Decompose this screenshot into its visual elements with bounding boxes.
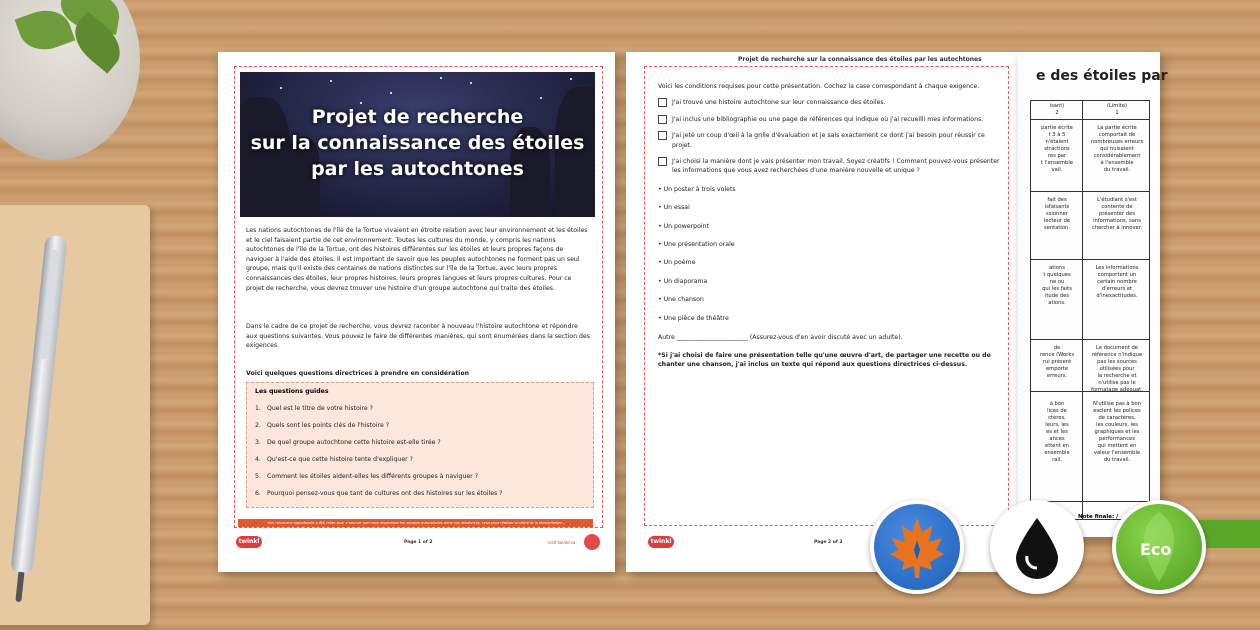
rubric-cell: Le document de référence n'indique pas les sources utilisées pour la recherche et n'utilise pas le formatage adéquat.	[1091, 345, 1143, 393]
rubric-page	[1018, 52, 1168, 537]
checkbox[interactable]	[658, 98, 667, 107]
page-number: Page 2 of 2	[814, 540, 843, 545]
page-title: Projet de recherche sur la connaissance des étoiles par les autochtones	[250, 106, 585, 180]
requirement-checkbox-row: J'ai jeté un coup d'œil à la grille d'évaluation et je sais exactement ce dont j'ai besoin pour réussir ce projet.	[658, 131, 1003, 150]
rubric-cell: La partie écrite comportait de nombreuses erreurs qui nuisaient considérablement à l'ensemble du travail.	[1090, 125, 1144, 173]
canada-maple-leaf-badge	[870, 500, 964, 594]
seal-icon	[584, 534, 600, 550]
intro-paragraph: Les nations autochtones de l'île de la Tortue vivaient en étroite relation avec leur environnement et les étoiles et le ciel faisaient partie de cet environnement. Toutes les cultures du monde, y compris les nations autochtones de l'île de la Tortue, ont des histoires différentes sur les étoiles et leurs propres façons de naviguer à l'aide des étoiles. Il est important de savoir que les peuples autochtones ne forment pas un seul groupe, mais qu'il existe des centaines de nations distinctes sur l'île de la Tortue, avec leurs propres connaissances des étoiles, leur propres histoires, leurs propres langues et leurs propres cultures. Pour ce projet de recherche, vous devrez trouver une histoire d'un groupe autochtone qui traite des étoiles.	[246, 227, 588, 292]
rubric-cell: Les informations comportent un certain nombre d'erreurs et d'inexactitudes.	[1095, 265, 1139, 299]
option-item: • Un essai	[658, 204, 690, 212]
column-header: isant) 2	[1049, 103, 1065, 116]
title-banner	[240, 72, 595, 217]
question-item: 2. Quels sont les points clés de l'histoire ?	[255, 422, 390, 429]
conditions-text: Voici les conditions requises pour cette présentation. Cochez la case correspondant à chaque exigence.	[658, 83, 980, 90]
note-text: *Si j'ai choisi de faire une présentation telle qu'une œuvre d'art, de partager une recette ou de chanter une chanson, j'ai inclus un texte qui répond aux questions directrices ci-dessus.	[658, 351, 991, 368]
guide-line: Voici quelques questions directrices à prendre en considération	[246, 370, 470, 377]
twinkl-logo: twinkl	[236, 536, 262, 548]
rubric-cell: de rence (Works rui présent emporte erreurs.	[1039, 345, 1075, 379]
worksheet-page-1	[218, 52, 615, 572]
rubric-cell: N'utilise pas à bon escient les polices de caractères, les couleurs, les graphiques et les performances qui mettent en valeur l'ensemble du travail.	[1093, 401, 1141, 463]
rubric-table	[1030, 100, 1150, 520]
option-item: • Un powerpoint	[658, 222, 709, 230]
rubric-cell: à bon lices de ctères, leurs, les es et les ances ettent en ensemble rail.	[1044, 401, 1070, 463]
worksheet-page-2	[626, 52, 1019, 572]
question-item: 5. Comment les étoiles aident-elles les différents groupes à naviguer ?	[255, 473, 478, 480]
question-item: 1. Quel est le titre de votre histoire ?	[255, 405, 373, 412]
page-number: Page 1 of 2	[404, 540, 433, 545]
rubric-cell: fait des isfaisants ssionner lecteur de sentation.	[1043, 197, 1071, 231]
final-grade: Note finale: /	[1078, 514, 1119, 520]
questions-heading: Les questions guides	[255, 388, 329, 395]
option-item: • Un poème	[658, 259, 696, 267]
page-header: Projet de recherche sur la connaissance des étoiles par les autochtones	[738, 56, 982, 63]
checkbox[interactable]	[658, 131, 667, 140]
requirements-content	[658, 82, 1003, 369]
other-option: Autre _______________________ (Assurez-vous d'en avoir discuté avec un adulte).	[658, 334, 903, 342]
eco-label: Eco	[1140, 540, 1172, 559]
ink-drop-icon	[994, 504, 1080, 590]
rubric-cell: partie écrite t 3 à 5 n'étaient stractions res par t l'ensemble vail.	[1041, 125, 1073, 173]
ink-saver-badge	[990, 500, 1084, 594]
maple-leaf-icon	[874, 504, 960, 590]
option-item: • Une chanson	[658, 296, 704, 304]
option-item: • Une présentation orale	[658, 241, 735, 249]
twinkl-logo: twinkl	[648, 536, 674, 548]
question-item: 4. Qu'est-ce que cette histoire tente d'expliquer ?	[255, 456, 413, 463]
checkbox[interactable]	[658, 157, 667, 166]
guiding-questions-box	[246, 382, 594, 508]
column-header: (Limite) 1	[1106, 103, 1128, 116]
requirement-checkbox-row: J'ai inclus une bibliographie ou une page de références qui indique où j'ai recueilli mes informations.	[658, 115, 1003, 124]
visit-link[interactable]: visit twinkl.ca	[548, 540, 576, 545]
question-item: 3. De quel groupe autochtone cette histoire est-elle tirée ?	[255, 439, 441, 446]
instructions-paragraph: Dans le cadre de ce projet de recherche, vous devrez raconter à nouveau l'histoire autochtone et répondre aux questions suivantes. Vous pouvez le faire de différentes manières, qui sont énumérées dans la section des exigences.	[246, 323, 590, 350]
option-item: • Une pièce de théâtre	[658, 314, 729, 322]
requirement-checkbox-row: J'ai choisi la manière dont je vais présenter mon travail. Soyez créatifs ! Comment pouvez-vous présenter les informations que vous avez recherchées d'une manière nouvelle et unique ?	[658, 157, 1003, 176]
option-item: • Un diaporama	[658, 277, 708, 285]
option-item: • Un poster à trois volets	[658, 185, 736, 193]
requirement-checkbox-row: J'ai trouvé une histoire autochtone sur leur connaissance des étoiles.	[658, 98, 1003, 107]
question-item: 6. Pourquoi pensez-vous que tant de cultures ont des histoires sur les étoiles ?	[255, 490, 503, 497]
rubric-cell: ations t quelques ne ou qui les faits itude des ations.	[1042, 265, 1072, 306]
footer-bar: Une ressource approfondie a été créée pour s'assurer que nous respectons les peuples autochtones dans nos ressources, ceux pour réaliser la vérité et la réconciliation.	[238, 519, 593, 527]
rubric-cell: L'étudiant s'est contenté de présenter des informations, sans chercher à innover.	[1091, 197, 1143, 231]
checkbox[interactable]	[658, 115, 667, 124]
rubric-title: e des étoiles par	[1036, 68, 1168, 84]
